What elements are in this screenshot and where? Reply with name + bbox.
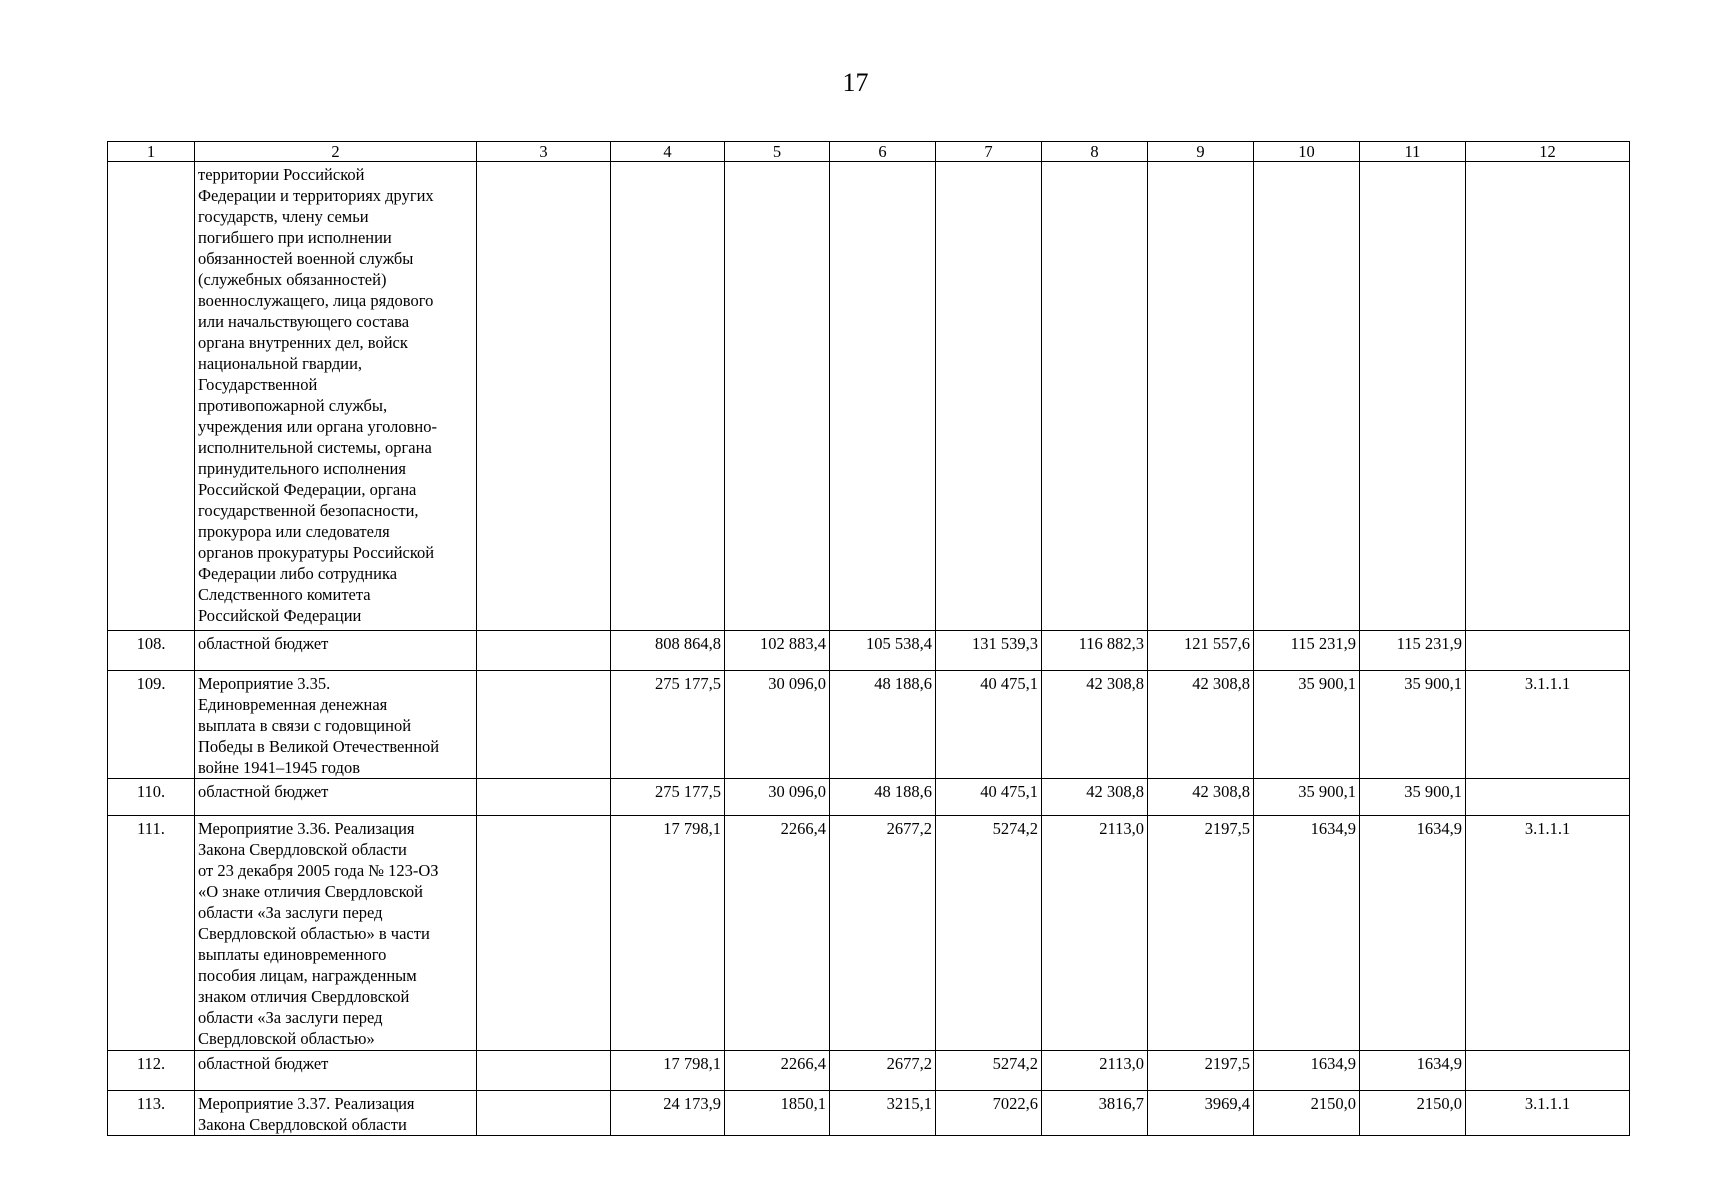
target-code — [1466, 631, 1630, 671]
description-line: военнослужащего, лица рядового — [198, 291, 434, 310]
row-number: 110. — [108, 779, 195, 816]
amount-cell: 5274,2 — [936, 816, 1042, 1051]
amount-cell: 2266,4 — [725, 816, 830, 1051]
column-header: 10 — [1254, 142, 1360, 162]
amount-cell — [725, 162, 830, 631]
description-line: исполнительной системы, органа — [198, 438, 432, 457]
description-line: государственной безопасности, — [198, 501, 419, 520]
column-header: 3 — [477, 142, 611, 162]
amount-cell: 42 308,8 — [1148, 779, 1254, 816]
row-description — [195, 162, 477, 631]
description-line: Федерации либо сотрудника — [198, 564, 398, 583]
row-description — [195, 1091, 477, 1136]
target-code — [1466, 1051, 1630, 1091]
page-number: 17 — [842, 68, 869, 97]
amount-cell: 42 308,8 — [1042, 779, 1148, 816]
amount-cell: 1850,1 — [725, 1091, 830, 1136]
amount-cell — [1042, 162, 1148, 631]
amount-cell: 115 231,9 — [1360, 631, 1466, 671]
target-code: 3.1.1.1 — [1466, 671, 1630, 779]
column-header: 2 — [195, 142, 477, 162]
table-row — [108, 816, 1630, 1051]
description-line: от 23 декабря 2005 года № 123-ОЗ — [198, 861, 439, 880]
description-line: Свердловской областью» — [198, 1029, 375, 1048]
amount-cell: 2197,5 — [1148, 816, 1254, 1051]
row-description — [195, 779, 477, 816]
row-number: 109. — [108, 671, 195, 779]
row-description — [195, 1051, 477, 1091]
row-description — [195, 816, 477, 1051]
amount-cell — [830, 162, 936, 631]
column-number-header — [108, 142, 1630, 162]
description-line: пособия лицам, награжденным — [198, 966, 417, 985]
target-code — [1466, 162, 1630, 631]
amount-cell: 17 798,1 — [611, 1051, 725, 1091]
column-header: 4 — [611, 142, 725, 162]
row-number: 112. — [108, 1051, 195, 1091]
description-line: областной бюджет — [198, 634, 329, 653]
description-line: или начальствующего состава — [198, 312, 410, 331]
amount-cell: 3215,1 — [830, 1091, 936, 1136]
description-line: Закона Свердловской области — [198, 1115, 407, 1134]
amount-cell: 40 475,1 — [936, 671, 1042, 779]
description-line: обязанностей военной службы — [198, 249, 414, 268]
description-line: национальной гвардии, — [198, 354, 363, 373]
table-row — [108, 162, 1630, 631]
description-line: войне 1941–1945 годов — [198, 758, 360, 777]
amount-cell: 2113,0 — [1042, 816, 1148, 1051]
amount-cell: 1634,9 — [1360, 1051, 1466, 1091]
column-header: 11 — [1360, 142, 1466, 162]
amount-cell: 42 308,8 — [1148, 671, 1254, 779]
amount-cell: 40 475,1 — [936, 779, 1042, 816]
column-3-cell — [477, 1051, 611, 1091]
row-number: 108. — [108, 631, 195, 671]
description-line: погибшего при исполнении — [198, 228, 392, 247]
column-header: 6 — [830, 142, 936, 162]
description-line: государств, члену семьи — [198, 207, 369, 226]
row-description — [195, 671, 477, 779]
amount-cell: 1634,9 — [1360, 816, 1466, 1051]
column-3-cell — [477, 631, 611, 671]
description-line: Закона Свердловской области — [198, 840, 407, 859]
description-line: выплаты единовременного — [198, 945, 387, 964]
amount-cell: 275 177,5 — [611, 779, 725, 816]
amount-cell: 102 883,4 — [725, 631, 830, 671]
amount-cell: 2677,2 — [830, 816, 936, 1051]
description-line: Мероприятие 3.37. Реализация — [198, 1094, 415, 1113]
amount-cell: 2197,5 — [1148, 1051, 1254, 1091]
description-line: прокурора или следователя — [198, 522, 390, 541]
amount-cell: 48 188,6 — [830, 779, 936, 816]
amount-cell: 2113,0 — [1042, 1051, 1148, 1091]
amount-cell: 3816,7 — [1042, 1091, 1148, 1136]
description-line: выплата в связи с годовщиной — [198, 716, 412, 735]
amount-cell: 2266,4 — [725, 1051, 830, 1091]
amount-cell: 35 900,1 — [1360, 671, 1466, 779]
amount-cell: 275 177,5 — [611, 671, 725, 779]
table-row — [108, 671, 1630, 779]
amount-cell — [1360, 162, 1466, 631]
table-row — [108, 631, 1630, 671]
table-row — [108, 1051, 1630, 1091]
amount-cell: 35 900,1 — [1360, 779, 1466, 816]
description-line: территории Российской — [198, 165, 365, 184]
column-header: 9 — [1148, 142, 1254, 162]
column-3-cell — [477, 816, 611, 1051]
amount-cell: 24 173,9 — [611, 1091, 725, 1136]
description-line: области «За заслуги перед — [198, 903, 383, 922]
amount-cell: 116 882,3 — [1042, 631, 1148, 671]
amount-cell: 30 096,0 — [725, 779, 830, 816]
amount-cell — [1148, 162, 1254, 631]
amount-cell: 2150,0 — [1254, 1091, 1360, 1136]
row-number — [108, 162, 195, 631]
amount-cell: 1634,9 — [1254, 1051, 1360, 1091]
amount-cell: 30 096,0 — [725, 671, 830, 779]
description-line: (служебных обязанностей) — [198, 270, 387, 289]
amount-cell: 7022,6 — [936, 1091, 1042, 1136]
column-3-cell — [477, 779, 611, 816]
amount-cell: 2150,0 — [1360, 1091, 1466, 1136]
column-3-cell — [477, 671, 611, 779]
column-header: 8 — [1042, 142, 1148, 162]
description-line: принудительного исполнения — [198, 459, 406, 478]
row-description — [195, 631, 477, 671]
target-code: 3.1.1.1 — [1466, 1091, 1630, 1136]
row-number: 111. — [108, 816, 195, 1051]
description-line: органов прокуратуры Российской — [198, 543, 435, 562]
amount-cell: 808 864,8 — [611, 631, 725, 671]
amount-cell: 42 308,8 — [1042, 671, 1148, 779]
description-line: областной бюджет — [198, 1054, 329, 1073]
amount-cell: 35 900,1 — [1254, 671, 1360, 779]
amount-cell: 3969,4 — [1148, 1091, 1254, 1136]
amount-cell — [936, 162, 1042, 631]
description-line: Свердловской областью» в части — [198, 924, 430, 943]
budget-table — [107, 141, 1630, 1136]
amount-cell: 1634,9 — [1254, 816, 1360, 1051]
target-code: 3.1.1.1 — [1466, 816, 1630, 1051]
column-header: 7 — [936, 142, 1042, 162]
description-line: Следственного комитета — [198, 585, 371, 604]
row-number: 113. — [108, 1091, 195, 1136]
amount-cell: 115 231,9 — [1254, 631, 1360, 671]
column-3-cell — [477, 1091, 611, 1136]
description-line: областной бюджет — [198, 782, 329, 801]
amount-cell: 2677,2 — [830, 1051, 936, 1091]
column-header: 12 — [1466, 142, 1630, 162]
column-header: 1 — [108, 142, 195, 162]
description-line: Единовременная денежная — [198, 695, 388, 714]
description-line: противопожарной службы, — [198, 396, 388, 415]
table-row — [108, 779, 1630, 816]
description-line: Мероприятие 3.36. Реализация — [198, 819, 415, 838]
description-line: знаком отличия Свердловской — [198, 987, 410, 1006]
amount-cell — [611, 162, 725, 631]
description-line: органа внутренних дел, войск — [198, 333, 408, 352]
column-header: 5 — [725, 142, 830, 162]
amount-cell: 48 188,6 — [830, 671, 936, 779]
description-line: учреждения или органа уголовно- — [198, 417, 437, 436]
amount-cell: 35 900,1 — [1254, 779, 1360, 816]
description-line: Российской Федерации, органа — [198, 480, 417, 499]
description-line: Победы в Великой Отечественной — [198, 737, 440, 756]
amount-cell: 121 557,6 — [1148, 631, 1254, 671]
amount-cell: 131 539,3 — [936, 631, 1042, 671]
description-line: Мероприятие 3.35. — [198, 674, 331, 693]
amount-cell: 5274,2 — [936, 1051, 1042, 1091]
amount-cell — [1254, 162, 1360, 631]
description-line: области «За заслуги перед — [198, 1008, 383, 1027]
description-line: Государственной — [198, 375, 318, 394]
description-line: Федерации и территориях других — [198, 186, 434, 205]
amount-cell: 105 538,4 — [830, 631, 936, 671]
table-row — [108, 1091, 1630, 1136]
amount-cell: 17 798,1 — [611, 816, 725, 1051]
column-3-cell — [477, 162, 611, 631]
description-line: «О знаке отличия Свердловской — [198, 882, 423, 901]
description-line: Российской Федерации — [198, 606, 362, 625]
target-code — [1466, 779, 1630, 816]
